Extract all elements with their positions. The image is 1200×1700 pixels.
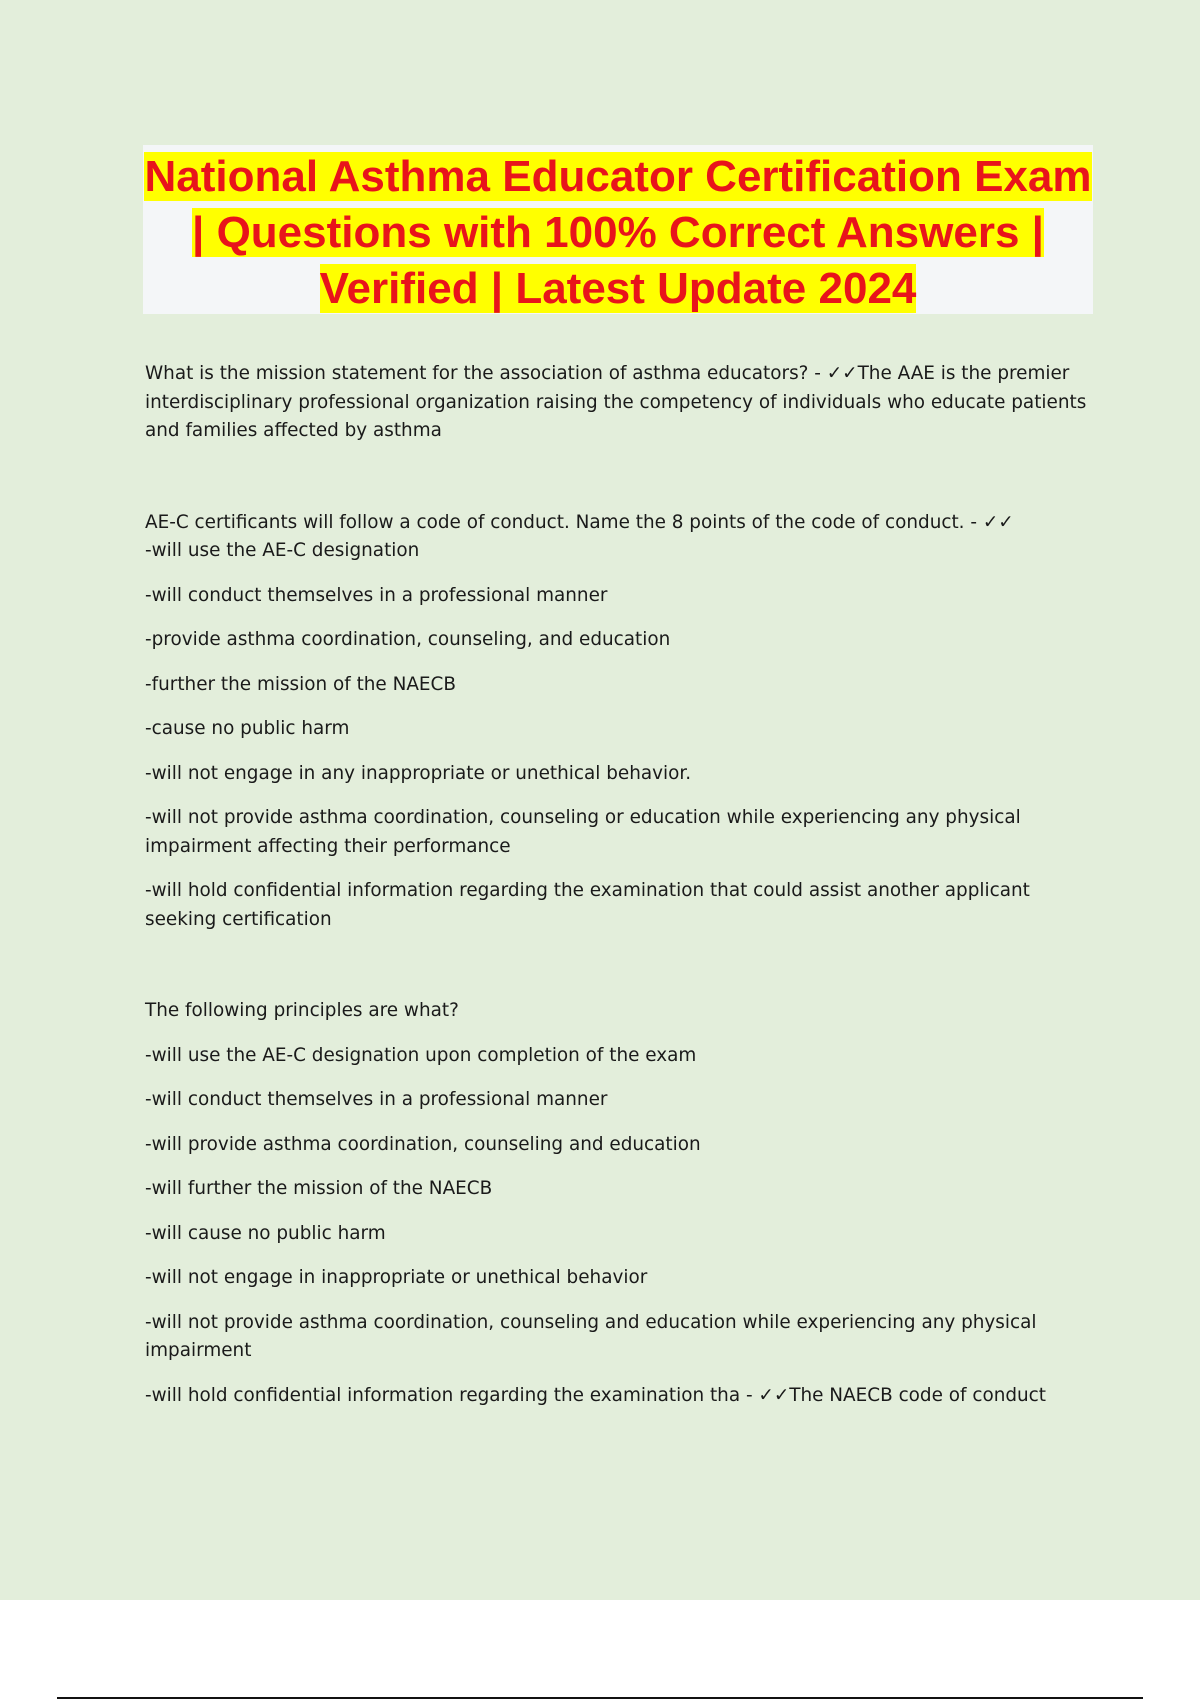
- document-content: [145, 360, 1090, 1410]
- title-box: [143, 145, 1093, 314]
- list-item: -will conduct themselves in a professional manner: [145, 584, 608, 606]
- list-item: -will not engage in any inappropriate or unethical behavior.: [145, 762, 692, 784]
- list-item: -will hold confidential information regarding the examination that could assist another applicant seeking certification: [145, 880, 1030, 930]
- list-item: -will use the AE-C designation: [145, 540, 420, 561]
- list-item: -cause no public harm: [145, 718, 350, 739]
- list-item: -will provide asthma coordination, counseling and education: [145, 1133, 701, 1155]
- question-2: AE-C certificants will follow a code of conduct. Name the 8 points of the code of conduct. - ✓✓: [145, 511, 1014, 533]
- list-item: -will further the mission of the NAECB: [145, 1178, 493, 1199]
- document-title: [143, 145, 1093, 317]
- list-item: -will hold confidential information regarding the examination tha - ✓✓The NAECB code of conduct: [145, 1384, 1047, 1406]
- list-item: -will not engage in inappropriate or unethical behavior: [145, 1267, 648, 1288]
- question-3: The following principles are what?: [145, 1000, 459, 1021]
- list-item: -will not provide asthma coordination, counseling or education while experiencing any physical impairment affecting their performance: [145, 807, 1021, 857]
- list-item: -will not provide asthma coordination, counseling and education while experiencing any physical impairment: [145, 1311, 1037, 1361]
- list-item: -will use the AE-C designation upon completion of the exam: [145, 1044, 697, 1066]
- list-item: -will cause no public harm: [145, 1222, 386, 1244]
- question-answer-1: What is the mission statement for the association of asthma educators? - ✓✓The AAE is the premier interdisciplinary professional organization raising the competency of individuals who educate patients and families affected by asthma: [145, 363, 1087, 441]
- document-title-text: National Asthma Educator Certification Exam | Questions with 100% Correct Answers | Verified | Latest Update 2024: [144, 152, 1092, 313]
- list-item: -provide asthma coordination, counseling, and education: [145, 629, 671, 650]
- list-item: -will conduct themselves in a professional manner: [145, 1089, 608, 1110]
- footer-divider: [57, 1697, 1143, 1699]
- list-item: -further the mission of the NAECB: [145, 673, 457, 695]
